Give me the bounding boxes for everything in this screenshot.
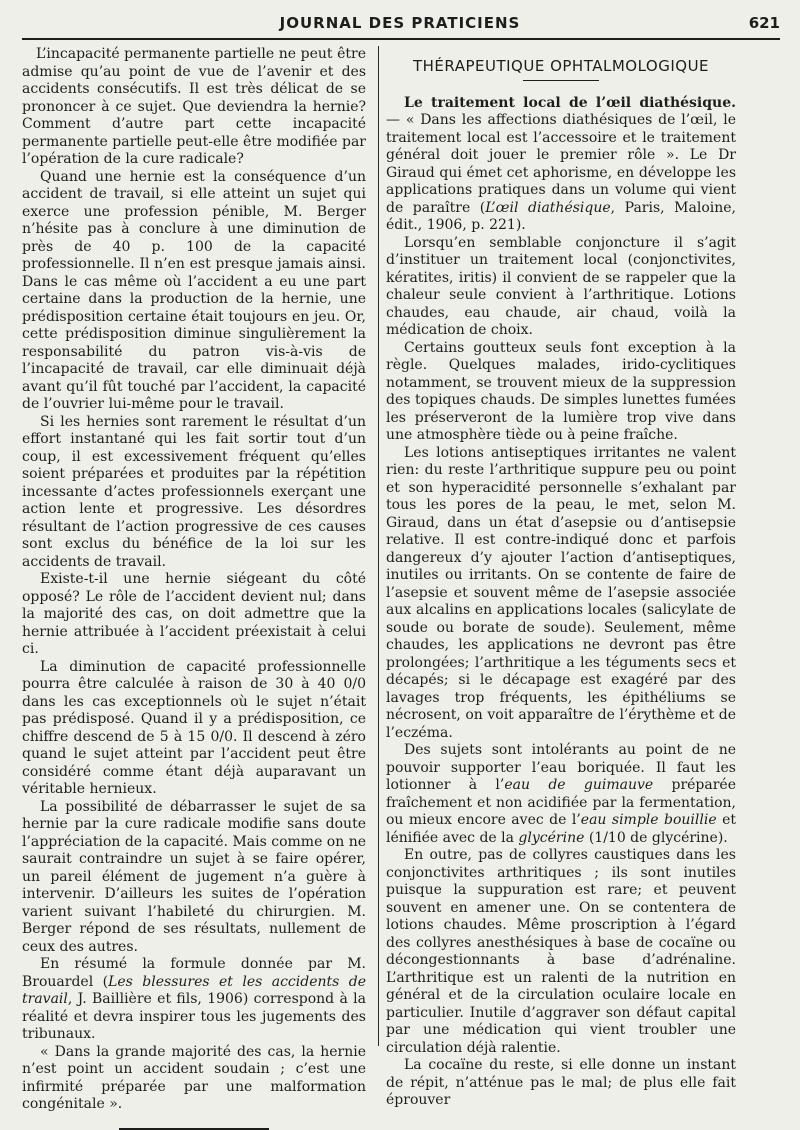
paragraph-brouardel — [22, 956, 366, 1044]
paragraph: La cocaïne du reste, si elle donne un instant de répit, n’atténue pas le mal; de plus elle fait éprouver — [386, 1057, 736, 1108]
italic-term: eau simple bouillie — [580, 812, 717, 828]
book-title: Les blessures et les accidents de travail — [22, 973, 366, 1007]
text-run: préparée fraîchement et non acidifiée par la fermentation, ou mieux encore avec de l’ — [386, 777, 736, 828]
text-run: Des sujets sont intolérants au point de ne pouvoir supporter l’eau boriquée. Il faut les lotionner à l’ — [386, 742, 736, 793]
paragraph: La possibilité de débarrasser le sujet de sa hernie par la cure radicale modifie sans doute l’appréciation de la capacité. Mais comme on ne saurait contraindre un sujet à se faire opérer, un pareil élément de jugement n’a guère à intervenir. D’ailleurs les suites de l’opération varient suivant l’habileté du chirurgien. M. Berger répond de ses résultats, nullement de ceux des autres. — [22, 798, 366, 955]
paragraph: Existe-t-il une hernie siégeant du côté opposé? Le rôle de l’accident devient nul; dans la majorité des cas, on doit admettre que la hernie attribuée à l’accident préexistait à celui ci. — [22, 571, 366, 657]
lead-paragraph — [386, 95, 736, 235]
paragraph: En outre, pas de collyres caustiques dans les conjonctivites arthritiques ; ils sont inutiles puisque la suppuration est rare; et peuvent souvent en amener une. On se contentera de lotions chaudes. Même proscription à l’égard des collyres anesthésiques à base de cocaïne ou décongestionnants à base d’adrénaline. L’arthritique est un ralenti de la nutrition en général et de la circulation oculaire locale en particulier. Inutile d’aggraver son défaut capital par une médication qui vient troubler une circulation déjà ralentie. — [386, 847, 736, 1056]
paragraph: Lorsqu’en semblable conjoncture il s’agit d’instituer un traitement local (conjonctivites, kératites, iritis) il convient de se rappeler que la chaleur seule convient à l’arthritique. Lotions chaudes, eau chaude, air chaud, voilà la médication de choix. — [386, 234, 736, 338]
paragraph: Les lotions antiseptiques irritantes ne valent rien: du reste l’arthritique suppure peu ou point et son hyperacidité personnelle s’exhalant par tous les pores de la peau, le met, selon M. Giraud, dans un état d’asepsie ou d’antisepsie relative. Il est contre-indiqué donc et parfois dangereux d’y ajouter l’action d’antiseptiques, inutiles ou irritants. On se contente de faire de l’asepsie et souvent même de l’asepsie associée aux alcalins en applications locales (salicylate de soude ou borate de soude). Seulement, même chaudes, les applications ne devront pas être prolongées; l’arthritique a les téguments secs et décapés; si le décapage est exagéré par des lavages trop fréquents, les épithéliums se nécrosent, on voit apparaître de l’érythème et de l’eczéma. — [386, 444, 736, 741]
column-divider — [378, 46, 379, 1046]
section-title: THÉRAPEUTIQUE OPHTALMOLOGIQUE — [412, 57, 710, 75]
paragraph: Quand une hernie est la conséquence d’un accident de travail, si elle atteint un sujet qui exerce une profession pénible, M. Berger n’hésite pas à conclure à une diminution de près de 40 p. 100 de la capacité professionnelle. Il n’en est presque jamais ainsi. Dans le cas même où l’accident a eu une part certaine dans la production de la hernie, une prédisposition certaine était toujours en jeu. Or, cette prédisposition diminue singulièrement la responsabilité du patron vis-à-vis de l’incapacité de travail, car elle diminuait déjà avant qu’il fût touché par l’accident, la capacité de l’ouvrier lui-même pour le travail. — [22, 168, 366, 412]
paragraph: La diminution de capacité professionnelle pourra être calculée à raison de 30 à 40 0/0 dans les cas exceptionnels où le sujet n’était pas prédisposé. Quand il y a prédisposition, ce chiffre descend de 5 à 15 0/0. Il descend à zéro quand le sujet atteint par l’accident peut être considéré comme étant déjà auparavant un véritable hernieux. — [22, 658, 366, 797]
closing-quote: « Dans la grande majorité des cas, la hernie n’est point un accident soudain ; c’est une infirmité préparée par une malformation congénitale ». — [22, 1043, 366, 1112]
text-run: , Paris, Maloine, édit., 1906, p. 221). — [386, 199, 736, 233]
paragraph: L’incapacité permanente partielle ne peut être admise qu’au point de vue de l’avenir et des accidents consécutifs. Il est très délicat de se prononcer à ce sujet. Que deviendra la hernie? Comment d’autre part cette incapacité permanente partielle peut-elle être modifiée par l’opération de la cure radicale? — [22, 46, 366, 167]
end-rule — [119, 1128, 269, 1130]
right-column — [386, 46, 736, 1110]
italic-term: glycérine — [518, 829, 585, 846]
article-heading: Le traitement local de l’œil diathésique. — [404, 94, 736, 111]
journal-title: JOURNAL DES PRATICIENS — [279, 14, 521, 32]
left-column — [22, 46, 366, 1130]
paragraph — [386, 742, 736, 847]
text-run: — « Dans les affections diathésiques de l’œil, le traitement local est l’accessoire et le traitement général doit jouer le premier rôle ». Le Dr Giraud qui émet cet aphorisme, en développe les applications pratiques dans un volume qui vient de paraître ( — [386, 112, 736, 216]
page-number: 621 — [748, 14, 780, 32]
paragraph: Si les hernies sont rarement le résultat d’un effort instantané qui les fait sortir tout d’un coup, il est excessivement fréquent qu’elles soient préparées et produites par la répétition incessante d’actes professionnels exerçant une action lente et progressive. Les désordres résultant de l’action progressive de ces causes sont exclus du bénéfice de la loi sur les accidents de travail. — [22, 413, 366, 570]
paragraph: Certains goutteux seuls font exception à la règle. Quelques malades, irido-cyclitiques notamment, se trouvent mieux de la suppression des topiques chauds. De simples lunettes fumées les préserveront de la lumière trop vive dans une atmosphère tiède ou à peine fraîche. — [386, 339, 736, 443]
text-run: (1/10 de glycérine). — [584, 829, 728, 846]
text-run: En résumé la formule donnée par M. Brouardel ( — [22, 956, 366, 990]
section-rule — [523, 80, 599, 81]
text-run: et lénifiée avec de la — [386, 812, 736, 846]
running-header — [20, 14, 780, 36]
italic-term: eau de guimauve — [504, 777, 654, 793]
header-rule — [22, 38, 780, 40]
text-run: , J. Baillière et fils, 1906) correspond à la réalité et devra inspirer tous les jugements des tribunaux. — [22, 991, 366, 1042]
book-title: L’œil diathésique — [485, 199, 611, 216]
